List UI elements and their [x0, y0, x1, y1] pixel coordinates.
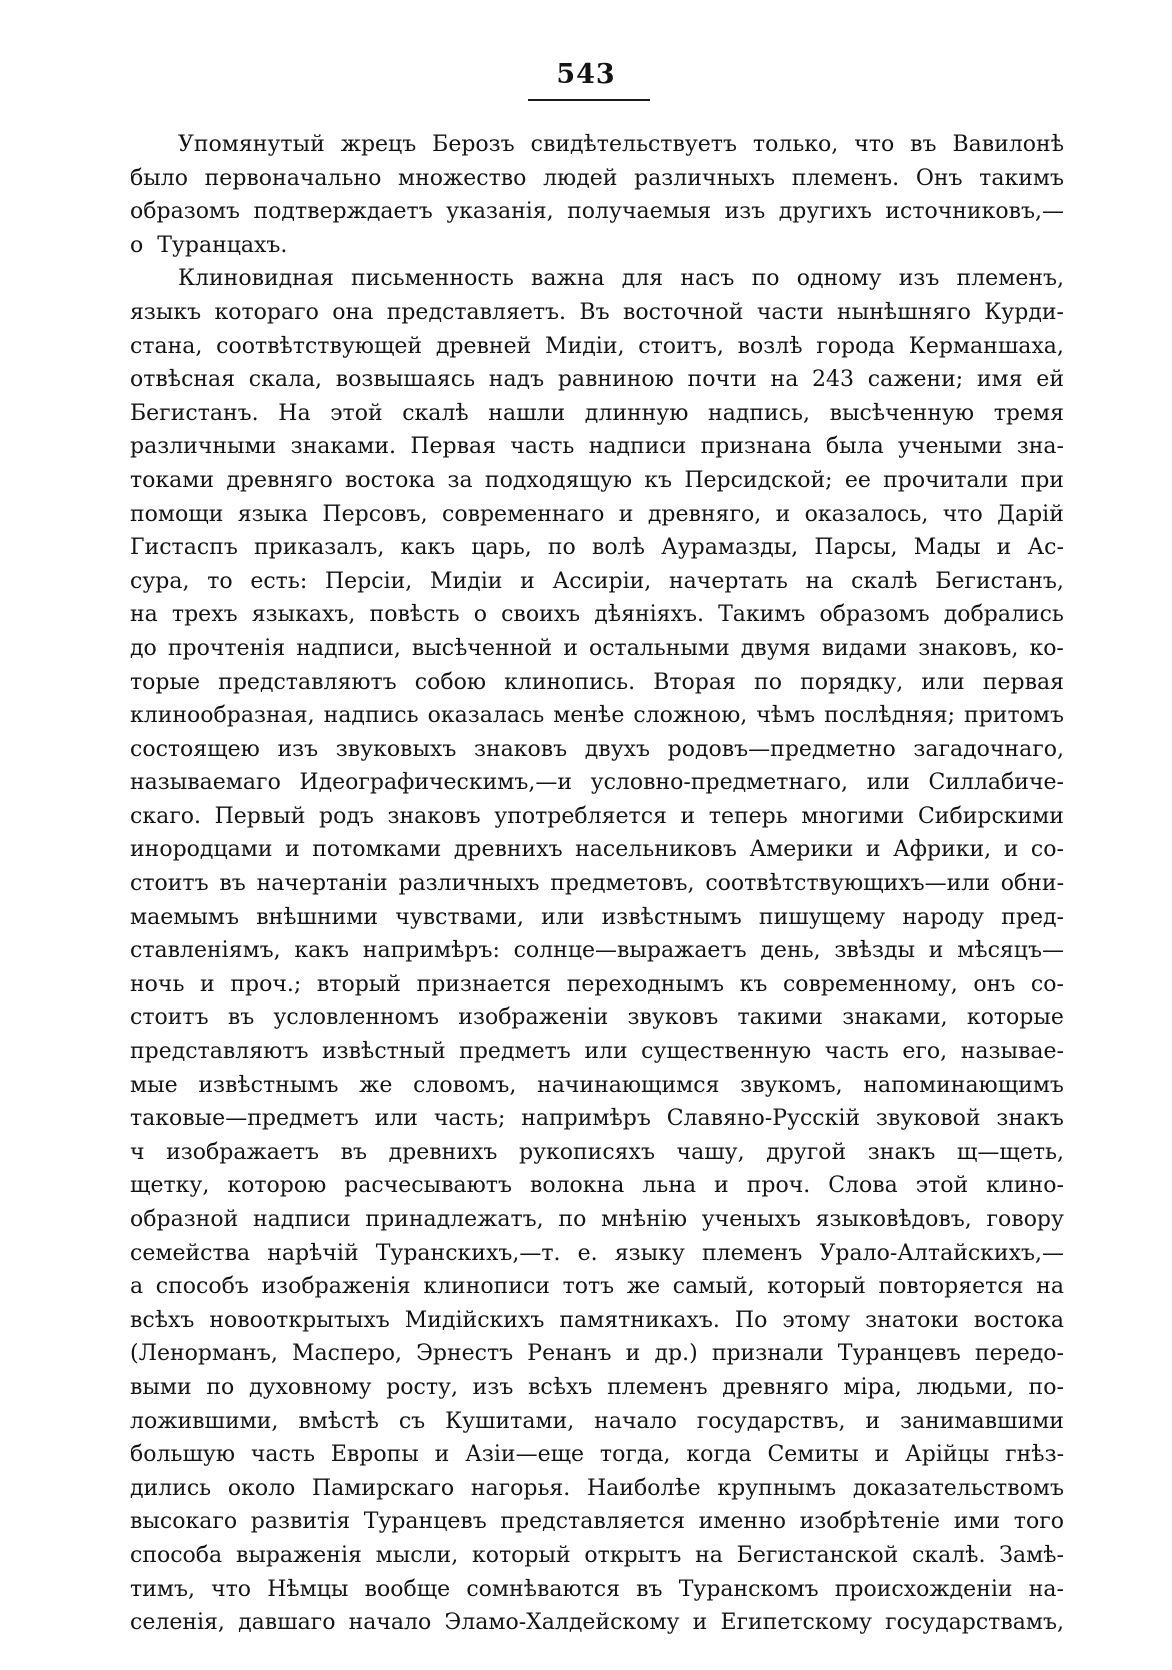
text-line: языкъ котораго она представляетъ. Въ восточной части нынѣшняго Курди- [130, 299, 1064, 325]
text-line: до прочтенія надписи, высѣченной и остальными двумя видами знаковъ, ко- [130, 635, 1064, 661]
text-line: представляютъ извѣстный предметъ или существенную часть его, называе- [130, 1039, 1064, 1065]
text-line: стана, соотвѣтствующей древней Мидіи, стоитъ, возлѣ города Керманшаха, [130, 333, 1064, 359]
text-line: ложившими, вмѣстѣ съ Кушитами, начало государствъ, и занимавшими [130, 1408, 1064, 1434]
text-line: на трехъ языкахъ, повѣсть о своихъ дѣяніяхъ. Такимъ образомъ добрались [130, 602, 1064, 628]
text-line: инородцами и потомками древнихъ насельниковъ Америки и Африки, и со- [130, 837, 1064, 863]
text-line: семейства нарѣчій Туранскихъ,—т. е. языку племенъ Урало-Алтайскихъ,— [130, 1240, 1064, 1266]
text-line: высокаго развитія Туранцевъ представляется именно изобрѣтеніе ими того [130, 1509, 1064, 1535]
text-line: образомъ подтверждаетъ указанія, получаемыя изъ другихъ источниковъ,— [130, 199, 1064, 225]
text-line: всѣхъ новооткрытыхъ Мидійскихъ памятникахъ. По этому знатоки востока [130, 1307, 1064, 1333]
text-line: стоитъ въ условленномъ изображеніи звуковъ такими знаками, которые [130, 1005, 1064, 1031]
text-line: ночь и проч.; вторый признается переходнымъ къ современному, онъ со- [130, 971, 1064, 997]
text-line: (Ленорманъ, Масперо, Эрнестъ Ренанъ и др.) признали Туранцевъ передо- [130, 1341, 1064, 1367]
text-line: ставленіямъ, какъ напримѣръ: солнце—выражаетъ день, звѣзды и мѣсяцъ— [130, 938, 1064, 964]
text-line: клинообразная, надпись оказалась менѣе сложною, чѣмъ послѣдняя; притомъ [130, 703, 1064, 729]
text-line: состоящею изъ звуковыхъ знаковъ двухъ родовъ—предметно загадочнаго, [130, 736, 1064, 762]
text-line: Упомянутый жрецъ Берозъ свидѣтельствуетъ только, что въ Вавилонѣ [178, 132, 1064, 157]
text-line: помощи языка Персовъ, современнаго и древняго, и оказалось, что Дарій [130, 501, 1064, 527]
text-line: Гистаспъ приказалъ, какъ царь, по волѣ Аурамазды, Парсы, Мады и Ас- [130, 535, 1064, 561]
text-line: мые извѣстнымъ же словомъ, начинающимся звукомъ, напоминающимъ [130, 1072, 1064, 1098]
text-line: а способъ изображенія клинописи тотъ же самый, который повторяется на [130, 1274, 1064, 1300]
text-line: способа выраженія мысли, который открытъ на Бегистанской скалѣ. Замѣ- [130, 1542, 1064, 1568]
text-line: называемаго Идеографическимъ,—и условно-предметнаго, или Силлабиче- [130, 770, 1064, 796]
text-line: дились около Памирскаго нагорья. Наиболѣе крупнымъ доказательствомъ [130, 1475, 1064, 1501]
text-line: Бегистанъ. На этой скалѣ нашли длинную надпись, высѣченную тремя [130, 400, 1064, 426]
text-line: образной надписи принадлежатъ, по мнѣнію ученыхъ языковѣдовъ, говору [130, 1207, 1064, 1232]
text-line: ч изображаетъ въ древнихъ рукописяхъ чашу, другой знакъ щ—щеть, [130, 1139, 1064, 1165]
text-line: торые представляютъ собою клинопись. Вторая по порядку, или первая [130, 669, 1064, 695]
text-line: сура, то есть: Персіи, Мидіи и Ассиріи, начертать на скалѣ Бегистанъ, [130, 568, 1064, 594]
text-line: большую часть Европы и Азіи—еще тогда, когда Семиты и Арійцы гнѣз- [130, 1442, 1064, 1468]
text-line: различными знаками. Первая часть надписи признана была учеными зна- [130, 434, 1064, 460]
text-line: о Туранцахъ. [130, 232, 288, 258]
text-line: скаго. Первый родъ знаковъ употребляется и теперь многими Сибирскими [130, 803, 1064, 829]
page-number-rule [528, 99, 650, 101]
text-line: отвѣсная скала, возвышаясь надъ равниною почти на 243 сажени; имя ей [130, 367, 1064, 393]
text-line: щетку, которою расчесываютъ волокна льна и проч. Слова этой клино- [130, 1173, 1064, 1199]
text-line: Клиновидная письменность важна для насъ по одному изъ племенъ, [178, 266, 1064, 292]
text-line: токами древняго востока за подходящую къ Персидской; ее прочитали при [130, 467, 1064, 493]
text-line: таковые—предметъ или часть; напримѣръ Славяно-Русскій звуковой знакъ [130, 1106, 1064, 1132]
text-line: тимъ, что Нѣмцы вообще сомнѣваются въ Туранскомъ происхожденіи на- [130, 1576, 1064, 1602]
text-line: было первоначально множество людей различныхъ племенъ. Онъ такимъ [130, 165, 1064, 191]
text-line: маемымъ внѣшними чувствами, или извѣстнымъ пишущему народу пред- [130, 904, 1064, 930]
text-line: селенія, давшаго начало Эламо-Халдейскому и Египетскому государствамъ, [130, 1610, 1064, 1636]
text-line: выми по духовному росту, изъ всѣхъ племенъ древняго міра, людьми, по- [130, 1374, 1064, 1400]
page-number: 543 [556, 59, 616, 90]
text-line: стоитъ въ начертаніи различныхъ предметовъ, соотвѣтствующихъ—или обни- [130, 871, 1064, 897]
body-text [130, 128, 1064, 1640]
